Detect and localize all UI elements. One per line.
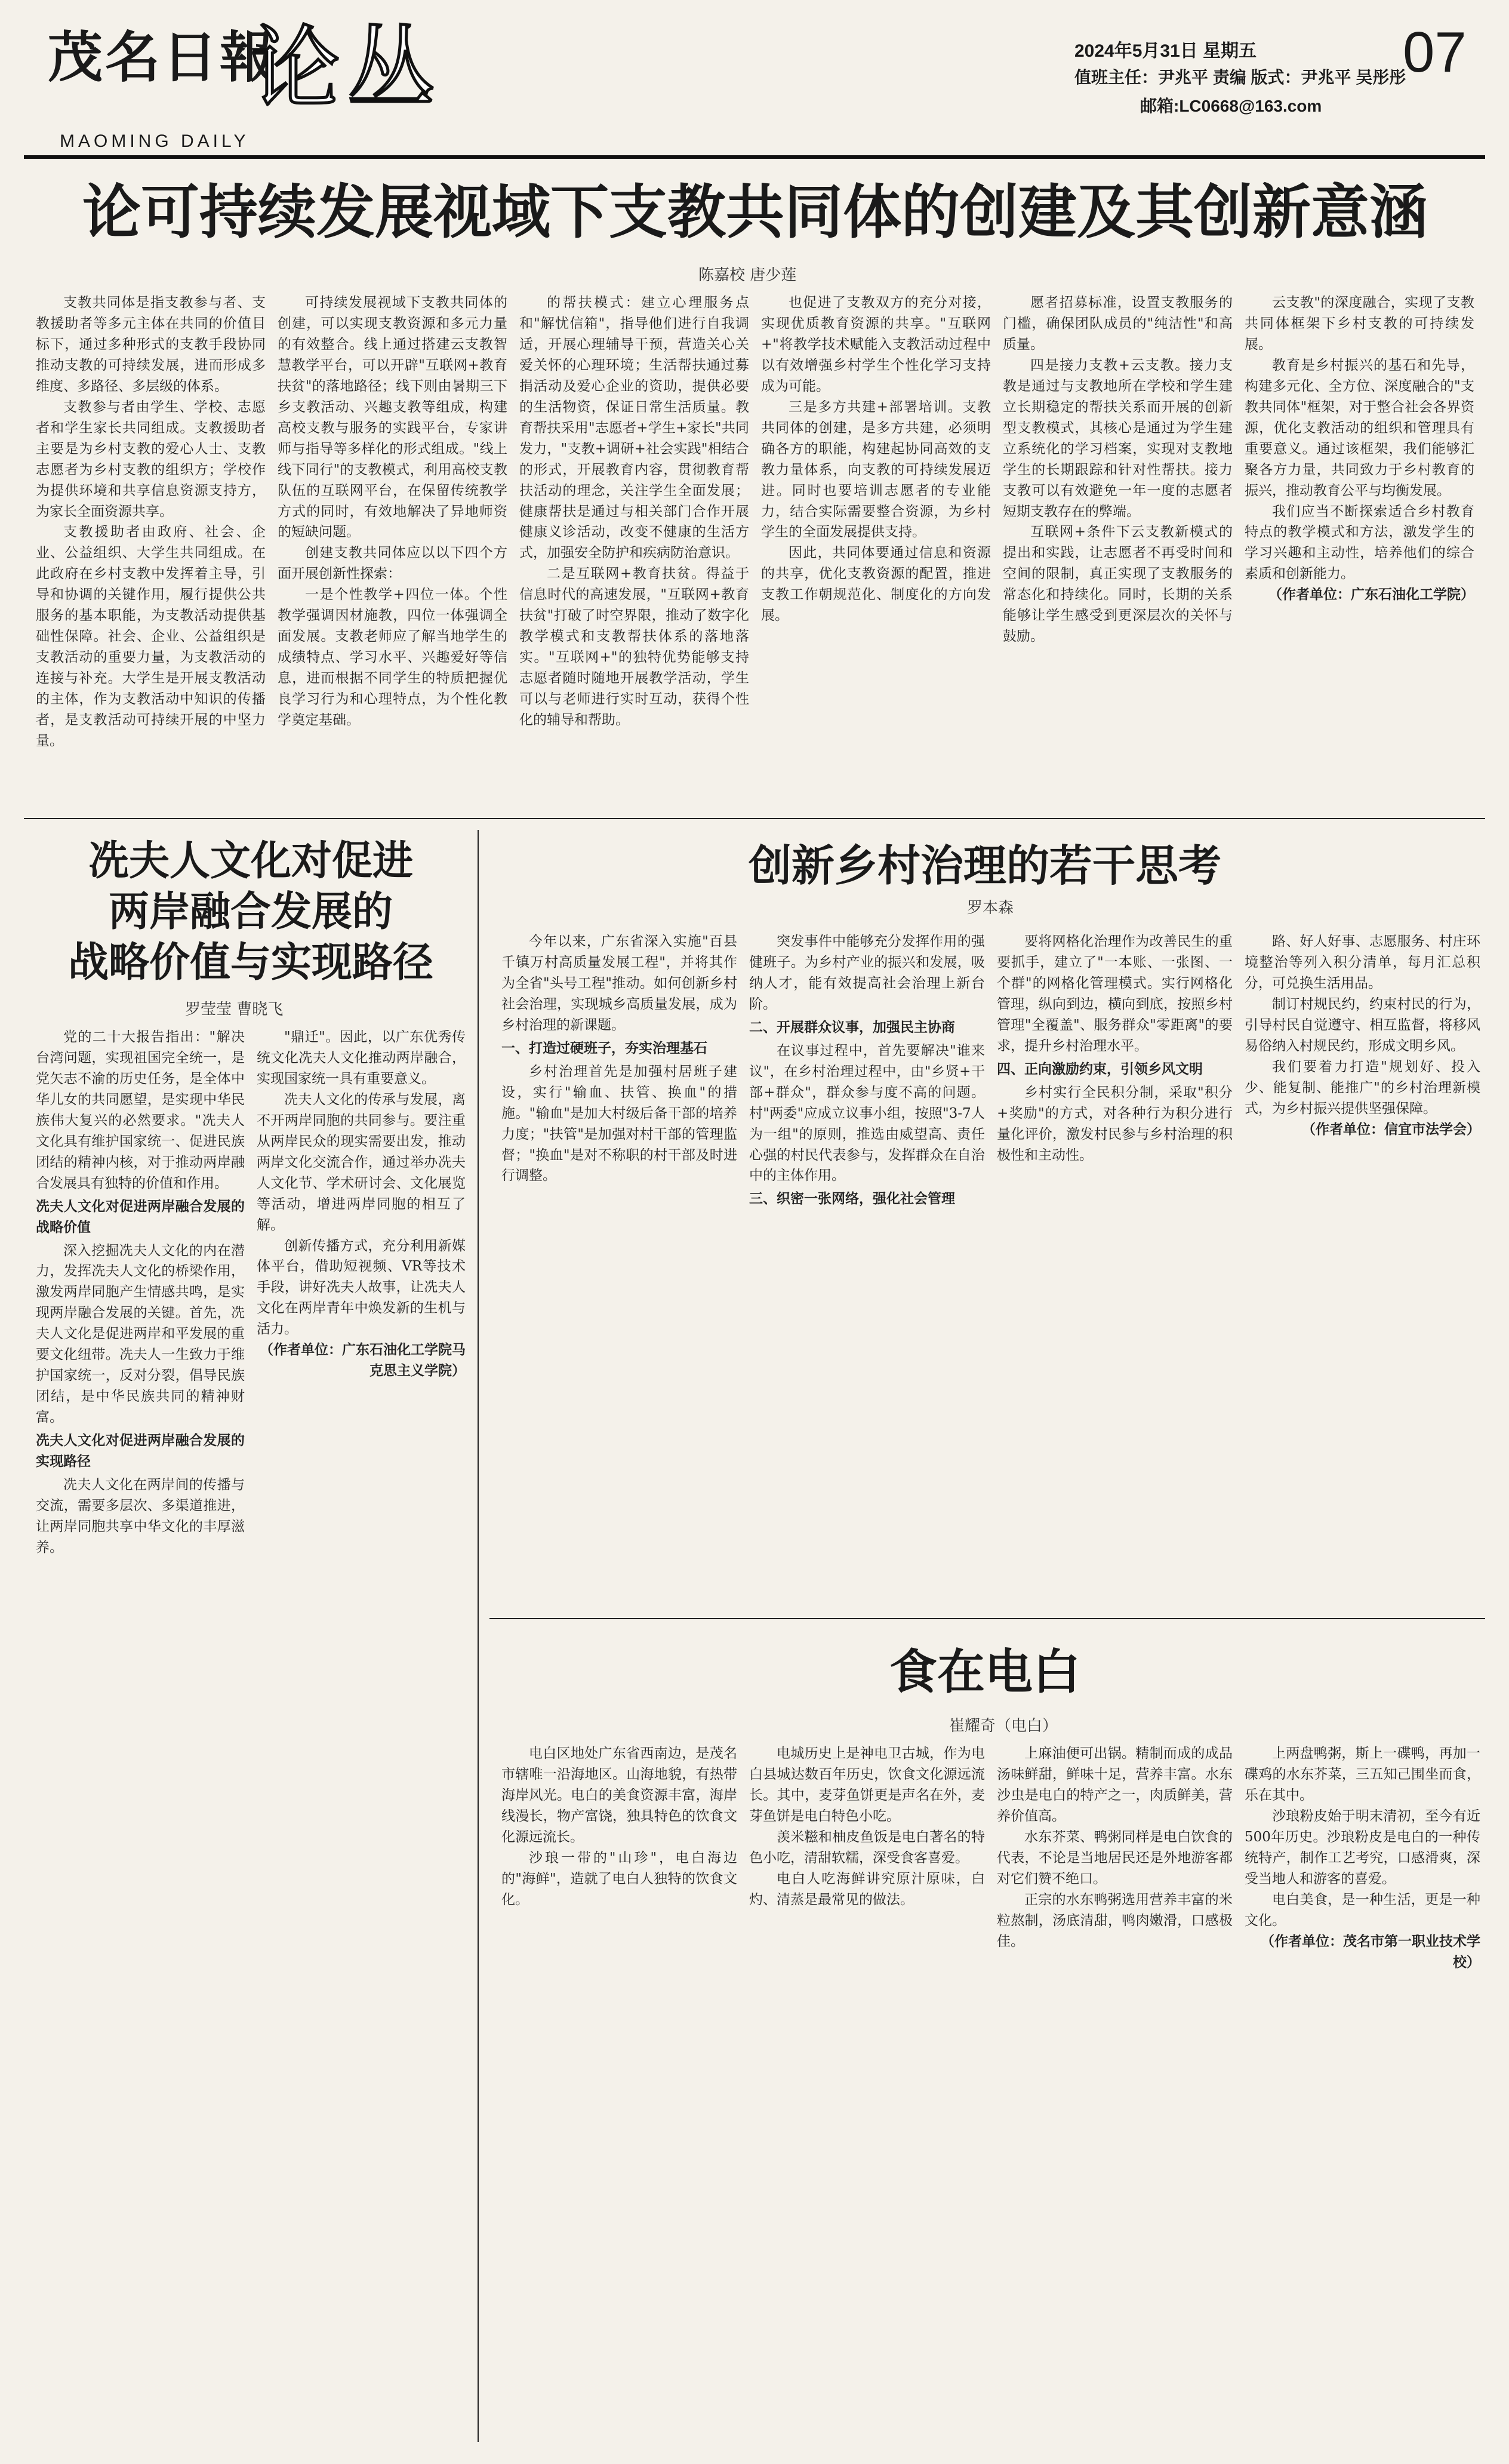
section-divider [489,1618,1485,1619]
paragraph: 愿者招募标准，设置支教服务的门槛，确保团队成员的"纯洁性"和高质量。 [1003,295,1233,352]
paragraph: 教育是乡村振兴的基石和先导，构建多元化、全方位、深度融合的"支教共同体"框架，对于整合社会各界资源，优化支教活动的组织和管理具有重要意义。通过该框架，我们能够汇聚各方力量，共同致力于乡村教育的振兴，推动教育公平与均衡发展。 [1245,357,1474,499]
paragraph: 支教援助者由政府、社会、企业、公益组织、大学生共同组成。在此政府在乡村支教中发挥着主导，引导和协调的关键作用，履行提供公共服务的基本职能，为支教活动提供基础性保障。社会、企业、公益组织是支教活动的重要力量，为支教活动的连接与补充。大学生是开展支教活动的主体，作为支教活动中知识的传播者，是支教活动可持续开展的中坚力量。 [36,524,266,749]
text-column [1245,931,1480,1606]
paragraph: 冼夫人文化在两岸间的传播与交流，需要多层次、多渠道推进，让两岸同胞共享中华文化的丰厚滋养。 [36,1477,245,1555]
paragraph: 电城历史上是神电卫古城，作为电白县城达数百年历史，饮食文化源远流长。其中，麦芽鱼饼更是声名在外，麦芽鱼饼是电白特色小吃。 [749,1746,985,1824]
paragraph: 党的二十大报告指出："解决台湾问题，实现祖国完全统一，是党矢志不渝的历史任务，是全体中华儿女的共同愿望，是实现中华民族伟大复兴的必然要求。"冼夫人文化具有维护国家统一、促进民族团结的精神内核，对于推动两岸融合发展具有独特的价值和作用。 [36,1029,245,1191]
paragraph: 路、好人好事、志愿服务、村庄环境整治等列入积分清单，每月汇总积分，可兑换生活用品。 [1245,934,1480,991]
paragraph: 也促进了支教双方的充分对接，实现优质教育资源的共享。"互联网+"将教学技术赋能入支教活动过程中以有效增强乡村学生个性化学习支持成为可能。 [761,295,991,394]
text-column [1245,1743,1480,2448]
paragraph: 的帮扶模式：建立心理服务点和"解忧信箱"，指导他们进行自我调适，开展心理辅导干预，营造关心关爱关怀的心理环境；生活帮扶通过募捐活动及爱心企业的资助，提供必要的生活物资，保证日常生活质量。教育帮扶采用"志愿者+学生+家长"共同发力，"支教+调研+社会实践"相结合的形式，开展教育内容，贯彻教育帮扶活动的理念，关注学生全面发展；健康帮扶是通过与相关部门合作开展健康义诊活动，改变不健康的生活方式，加强安全防护和疾病防治意识。 [519,295,749,561]
paragraph: 上麻油便可出锅。精制而成的成品汤味鲜甜，鲜味十足，营养丰富。水东沙虫是电白的特产之一，肉质鲜美，营养价值高。 [997,1746,1233,1824]
text-column [501,1743,737,2448]
article4-title: 食在电白 [889,1644,1080,1700]
paragraph: 创新传播方式，充分利用新媒体平台，借助短视频、VR等技术手段，讲好冼夫人故事，让冼夫人文化在两岸青年中焕发新的生机与活力。 [257,1238,466,1337]
paragraph: 我们应当不断探索适合乡村教育特点的教学模式和方法，激发学生的学习兴趣和主动性，培养他们的综合素质和创新能力。 [1245,503,1474,582]
paragraph: 电白人吃海鲜讲究原汁原味，白灼、清蒸是最常见的做法。 [749,1871,985,1908]
text-column [997,931,1233,1606]
paragraph: 深入挖掘冼夫人文化的内在潜力，发挥冼夫人文化的桥梁作用，激发两岸同胞产生情感共鸣，是实现两岸融合发展的关键。首先，冼夫人文化是促进两岸和平发展的重要文化纽带。冼夫人一生致力于维护国家统一，反对分裂，倡导民族团结，是中华民族共同的精神财富。 [36,1242,245,1426]
paragraph: "鼎迁"。因此，以广东优秀传统文化冼夫人文化推动两岸融合，实现国家统一具有重要意义。 [257,1029,466,1087]
paragraph: 沙琅一带的"山珍"，电白海边的"海鲜"，造就了电白人独特的饮食文化。 [501,1850,737,1908]
text-column [257,1027,466,2448]
text-column [36,293,266,806]
paragraph: 水东芥菜、鸭粥同样是电白饮食的代表，不论是当地居民还是外地游客都对它们赞不绝口。 [997,1829,1233,1887]
author-affiliation: （作者单位：广东石油化工学院马克思主义学院） [260,1342,466,1379]
paragraph: 上两盘鸭粥，斯上一碟鸭，再加一碟鸡的水东芥菜，三五知己围坐而食，乐在其中。 [1245,1746,1480,1803]
issue-date: 2024年5月31日 星期五 [1074,41,1257,61]
section-divider [24,818,1485,819]
text-column [761,293,991,806]
text-column [1003,293,1233,806]
text-column [519,293,749,806]
subheading: 三、织密一张网络，强化社会管理 [749,1191,955,1207]
subheading: 冼夫人文化对促进两岸融合发展的战略价值 [36,1198,245,1235]
paragraph: 二是互联网+教育扶贫。得益于信息时代的高速发展，"互联网+教育扶贫"打破了时空界限，推动了数字化教学模式和支教帮扶体系的落地落实。"互联网+"的独特优势能够支持志愿者随时随地开展教学活动，学生可以与老师进行实时互动，获得个性化的辅导和帮助。 [519,566,749,728]
author-affiliation: （作者单位：广东石油化工学院） [1268,587,1474,603]
paragraph: 电白美食，是一种生活，更是一种文化。 [1245,1891,1480,1928]
paragraph: 要将网格化治理作为改善民生的重要抓手，建立了"一本账、一张图、一个群"的网格化管理模式。实行网格化管理，纵向到边，横向到底，按照乡村管理"全覆盖"、服务群众"零距离"的要求，提升乡村治理水平。 [997,934,1233,1054]
text-column [997,1743,1233,2448]
text-column [1245,293,1474,806]
contact-email[interactable]: 邮箱:LC0668@163.com [1140,97,1322,115]
article1-author: 陈嘉校 唐少莲 [698,266,797,284]
paragraph: 今年以来，广东省深入实施"百县千镇万村高质量发展工程"，并将其作为全省"头号工程"推动。如何创新乡村社会治理，实现城乡高质量发展，成为乡村治理的新课题。 [501,934,737,1033]
paragraph: 沙琅粉皮始于明末清初，至今有近500年历史。沙琅粉皮是电白的一种传统特产，制作工艺考究，口感滑爽，深受当地人和游客的喜爱。 [1245,1808,1480,1887]
paragraph: 可持续发展视域下支教共同体的创建，可以实现支教资源和多元力量的有效整合。线上通过搭建云支教智慧教学平台，可以开辟"互联网+教育扶贫"的落地路径；线下则由暑期三下乡支教活动、兴趣支教等组成，构建高校支教与服务的实践平台，专家讲师与指导等多样化的形式组成。"线上线下同行"的支教模式，利用高校支教队伍的互联网平台，在保留传统教学方式的同时，有效地解决了异地师资的短缺问题。 [278,295,507,540]
subheading: 一、打造过硬班子，夯实治理基石 [501,1040,707,1056]
subheading: 二、开展群众议事，加强民主协商 [749,1019,955,1035]
paragraph: 创建支教共同体应以以下四个方面开展创新性探索： [278,545,507,582]
paragraph: 羡米糍和柚皮鱼饭是电白著名的特色小吃，清甜软糯，深受食客喜爱。 [749,1829,985,1866]
paragraph: 制订村规民约，约束村民的行为，引导村民自觉遵守、相互监督，将移风易俗纳入村规民约，形成文明乡风。 [1245,996,1480,1054]
article3-author: 罗本森 [967,899,1014,917]
masthead-rule [24,155,1485,159]
paragraph: 云支教"的深度融合，实现了支教共同体框架下乡村支教的可持续发展。 [1245,295,1474,352]
article2-title-line: 战略价值与实现路径 [67,939,433,986]
paragraph: 四是接力支教+云支教。接力支教是通过与支教地所在学校和学生建立长期稳定的帮扶关系而开展的创新型支教模式，其核心是通过为学生建立系统化的学习档案，实现对支教地学生的长期跟踪和针对性帮扶。接力支教可以有效避免一年一度的志愿者短期支教存在的弊端。 [1003,357,1233,519]
subheading: 四、正向激励约束，引领乡风文明 [997,1061,1203,1077]
newspaper-logo-english: MAOMING DAILY [60,131,250,151]
paragraph: 冼夫人文化的传承与发展，离不开两岸同胞的共同参与。要注重从两岸民众的现实需要出发，推动两岸文化交流合作，通过举办冼夫人文化节、学术研讨会、文化展览等活动，增进两岸同胞的相互了解。 [257,1091,466,1233]
article2-title [36,836,466,988]
paragraph: 因此，共同体要通过信息和资源的共享，优化支教资源的配置，推进支教工作朝规范化、制度化的方向发展。 [761,545,991,624]
paragraph: 互联网+条件下云支教新模式的提出和实践，让志愿者不再受时间和空间的限制，真正实现了支教服务的常态化和持续化。同时，长期的关系能够让学生感受到更深层次的关怀与鼓励。 [1003,524,1233,645]
text-column [278,293,507,806]
section-title: 论丛 [251,17,442,121]
page-number: 07 [1403,20,1467,84]
article1-title: 论可持续发展视域下支教共同体的创建及其创新意涵 [82,178,1428,247]
paragraph: 乡村实行全民积分制，采取"积分+奖励"的方式，对各种行为积分进行量化评价，激发村民参与乡村治理的积极性和主动性。 [997,1084,1233,1163]
paragraph: 支教参与者由学生、学校、志愿者和学生家长共同组成。支教援助者主要是为乡村支教的爱心人士、支教志愿者为乡村支教的组织方；学校作为提供环境和共享信息资源支持方，为家长全面资源共享。 [36,399,266,519]
subheading: 冼夫人文化对促进两岸融合发展的实现路径 [36,1433,245,1470]
article3-title: 创新乡村治理的若干思考 [748,840,1221,891]
paragraph: 一是个性教学+四位一体。个性教学强调因材施教，四位一体强调全面发展。支教老师应了解当地学生的成绩特点、学习水平、兴趣爱好等信息，进而根据不同学生的特质把握优良学习行为和心理特点，为个性化教学奠定基础。 [278,587,507,728]
paragraph: 电白区地处广东省西南边，是茂名市辖唯一沿海地区。山海地貌，有热带海岸风光。电白的美食资源丰富，海岸线漫长，物产富饶，独具特色的饮食文化源远流长。 [501,1746,737,1845]
article4-author: 崔耀奇（电白） [949,1717,1058,1735]
article2-title-line: 两岸融合发展的 [108,888,393,936]
newspaper-logo: 茂名日報 [48,25,278,90]
author-affiliation: （作者单位：信宜市法学会） [1302,1121,1480,1137]
article2-title-line: 冼夫人文化对促进 [88,837,413,885]
paragraph: 支教共同体是指支教参与者、支教援助者等多元主体在共同的价值目标下，通过多种形式的支教手段协同推动支教的可持续发展，进而形成多维度、多路径、多层级的体系。 [36,295,266,394]
column-divider [478,830,479,2442]
text-column [501,931,737,1606]
editor-credits: 值班主任：尹兆平 责编 版式：尹兆平 吴彤彤 [1074,68,1406,87]
paragraph: 在议事过程中，首先要解决"谁来议"，在乡村治理过程中，由"乡贤+干部+群众"，群众参与度不高的问题。村"两委"应成立议事小组，按照"3-7人为一组"的原则，推选由威望高、责任心强的村民代表参与，发挥群众在自治中的主体作用。 [749,1042,985,1184]
text-column [36,1027,245,2448]
author-affiliation: （作者单位：茂名市第一职业技术学校） [1261,1933,1480,1970]
paragraph: 三是多方共建+部署培训。支教共同体的创建，是多方共建，必须明确各方的职能，构建起协同高效的支教力量体系，向支教的可持续发展迈进。同时也要培训志愿者的专业能力，结合实际需要整合资源，为乡村学生的全面发展提供支持。 [761,399,991,540]
text-column [749,1743,985,2448]
text-column [749,931,985,1606]
paragraph: 突发事件中能够充分发挥作用的强健班子。为乡村产业的振兴和发展，吸纳人才，能有效提高社会治理上新台阶。 [749,934,985,1012]
paragraph: 正宗的水东鸭粥选用营养丰富的米粒熬制，汤底清甜，鸭肉嫩滑，口感极佳。 [997,1891,1233,1949]
paragraph: 乡村治理首先是加强村居班子建设，实行"输血、扶管、换血"的措施。"输血"是加大村级后备干部的培养力度；"扶管"是加强对村干部的管理监督；"换血"是对不称职的村干部及时进行调整。 [501,1063,737,1184]
paragraph: 我们要着力打造"规划好、投入少、能复制、能推广"的乡村治理新模式，为乡村振兴提供坚强保障。 [1245,1059,1480,1116]
article2-author: 罗莹莹 曹晓飞 [185,1001,284,1019]
